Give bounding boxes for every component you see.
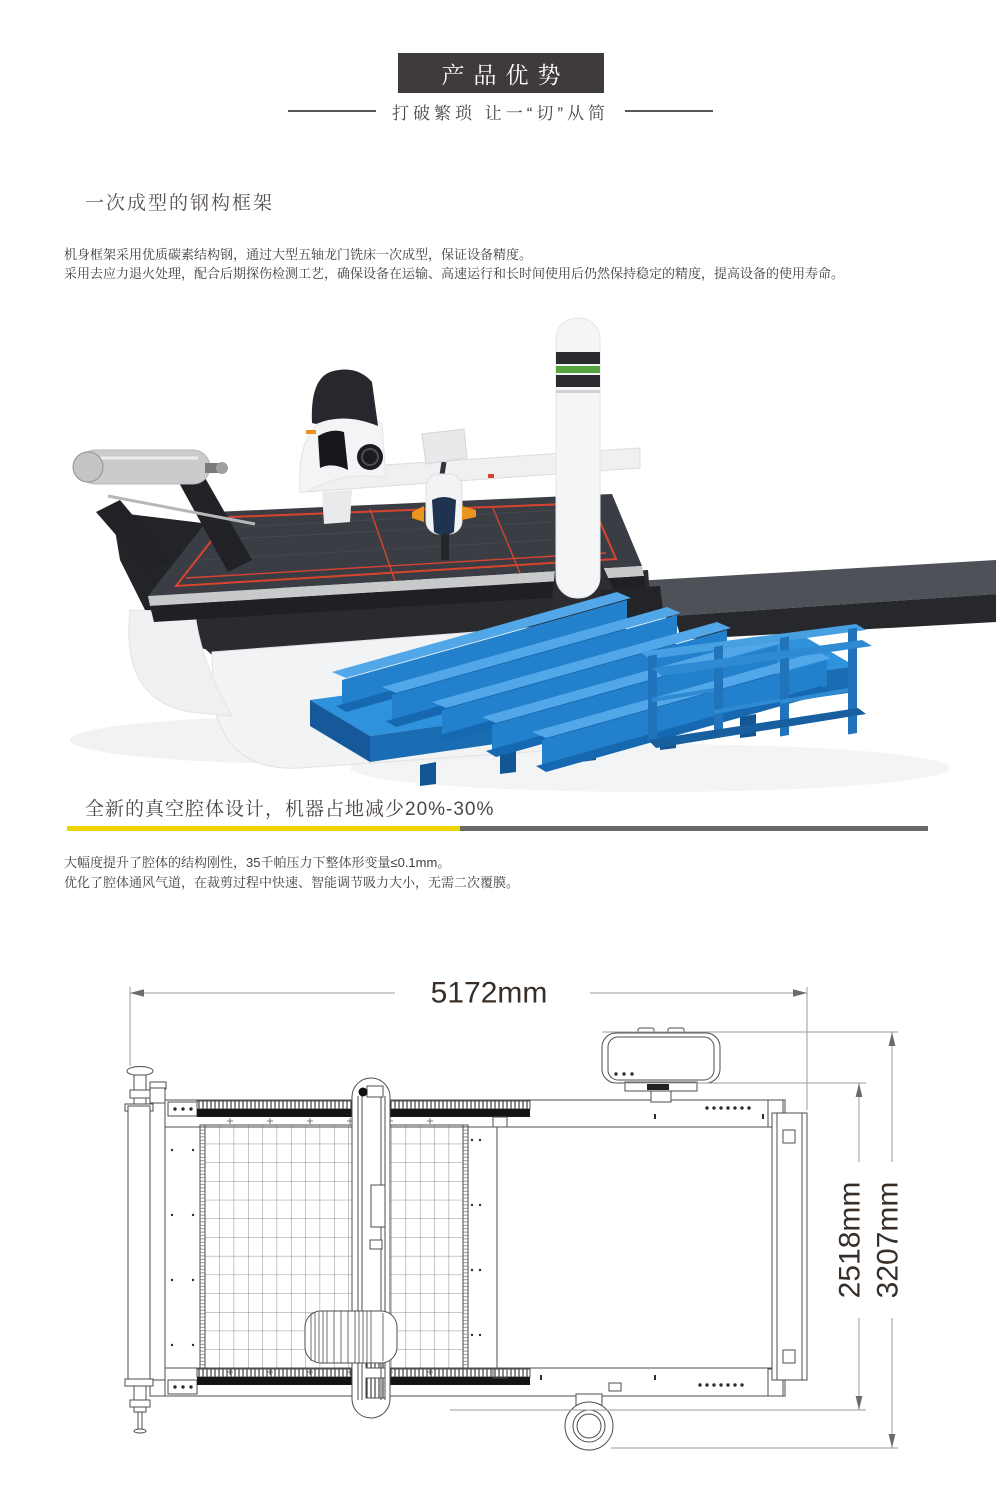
section1-body xyxy=(64,245,844,283)
width-dimension-label: 5172mm xyxy=(430,976,548,1010)
section1-body-line2: 采用去应力退火处理，配合后期探伤检测工艺，确保设备在运输、高速运行和长时间使用后仍然保持稳定的精度，提高设备的使用寿命。 xyxy=(64,266,845,281)
fabric-roll-top-view xyxy=(305,1311,397,1363)
vacuum-column xyxy=(551,318,664,640)
tagline-left-rule xyxy=(288,110,376,112)
dimension-drawing xyxy=(0,950,1001,1501)
section2-body-line1: 大幅度提升了腔体的结构刚性，35千帕压力下整体形变量≤0.1mm。 xyxy=(64,855,451,870)
inner-depth-dimension-label: 2518mm xyxy=(833,1181,867,1299)
section1-body-line1: 机身框架采用优质碳素结构钢，通过大型五轴龙门铣床一次成型，保证设备精度。 xyxy=(64,247,533,262)
machine-render-image xyxy=(0,300,1001,795)
page-title: 产品优势 xyxy=(398,53,604,93)
outer-depth-dimension-label: 3207mm xyxy=(871,1181,905,1299)
tagline-row xyxy=(0,99,1001,123)
machine-top-view xyxy=(165,1100,807,1396)
gantry-top-view xyxy=(352,1078,390,1418)
section2-heading: 全新的真空腔体设计，机器占地减少20%-30% xyxy=(85,799,495,820)
monitor-top-view xyxy=(602,1028,720,1102)
fabric-roller xyxy=(73,450,255,572)
section2-underline-gray xyxy=(67,826,928,831)
section2-body-line2: 优化了腔体通风气道，在裁剪过程中快速、智能调节吸力大小，无需二次覆膜。 xyxy=(64,875,520,890)
wheel xyxy=(565,1394,613,1450)
section1-heading: 一次成型的钢构框架 xyxy=(85,193,275,214)
tagline-text: 打破繁琐 让一“切”从简 xyxy=(391,103,610,123)
section2-body xyxy=(64,853,519,893)
tagline-right-rule xyxy=(625,110,713,112)
left-feed-roller xyxy=(125,1067,166,1434)
section2-underline-yellow xyxy=(67,826,460,831)
